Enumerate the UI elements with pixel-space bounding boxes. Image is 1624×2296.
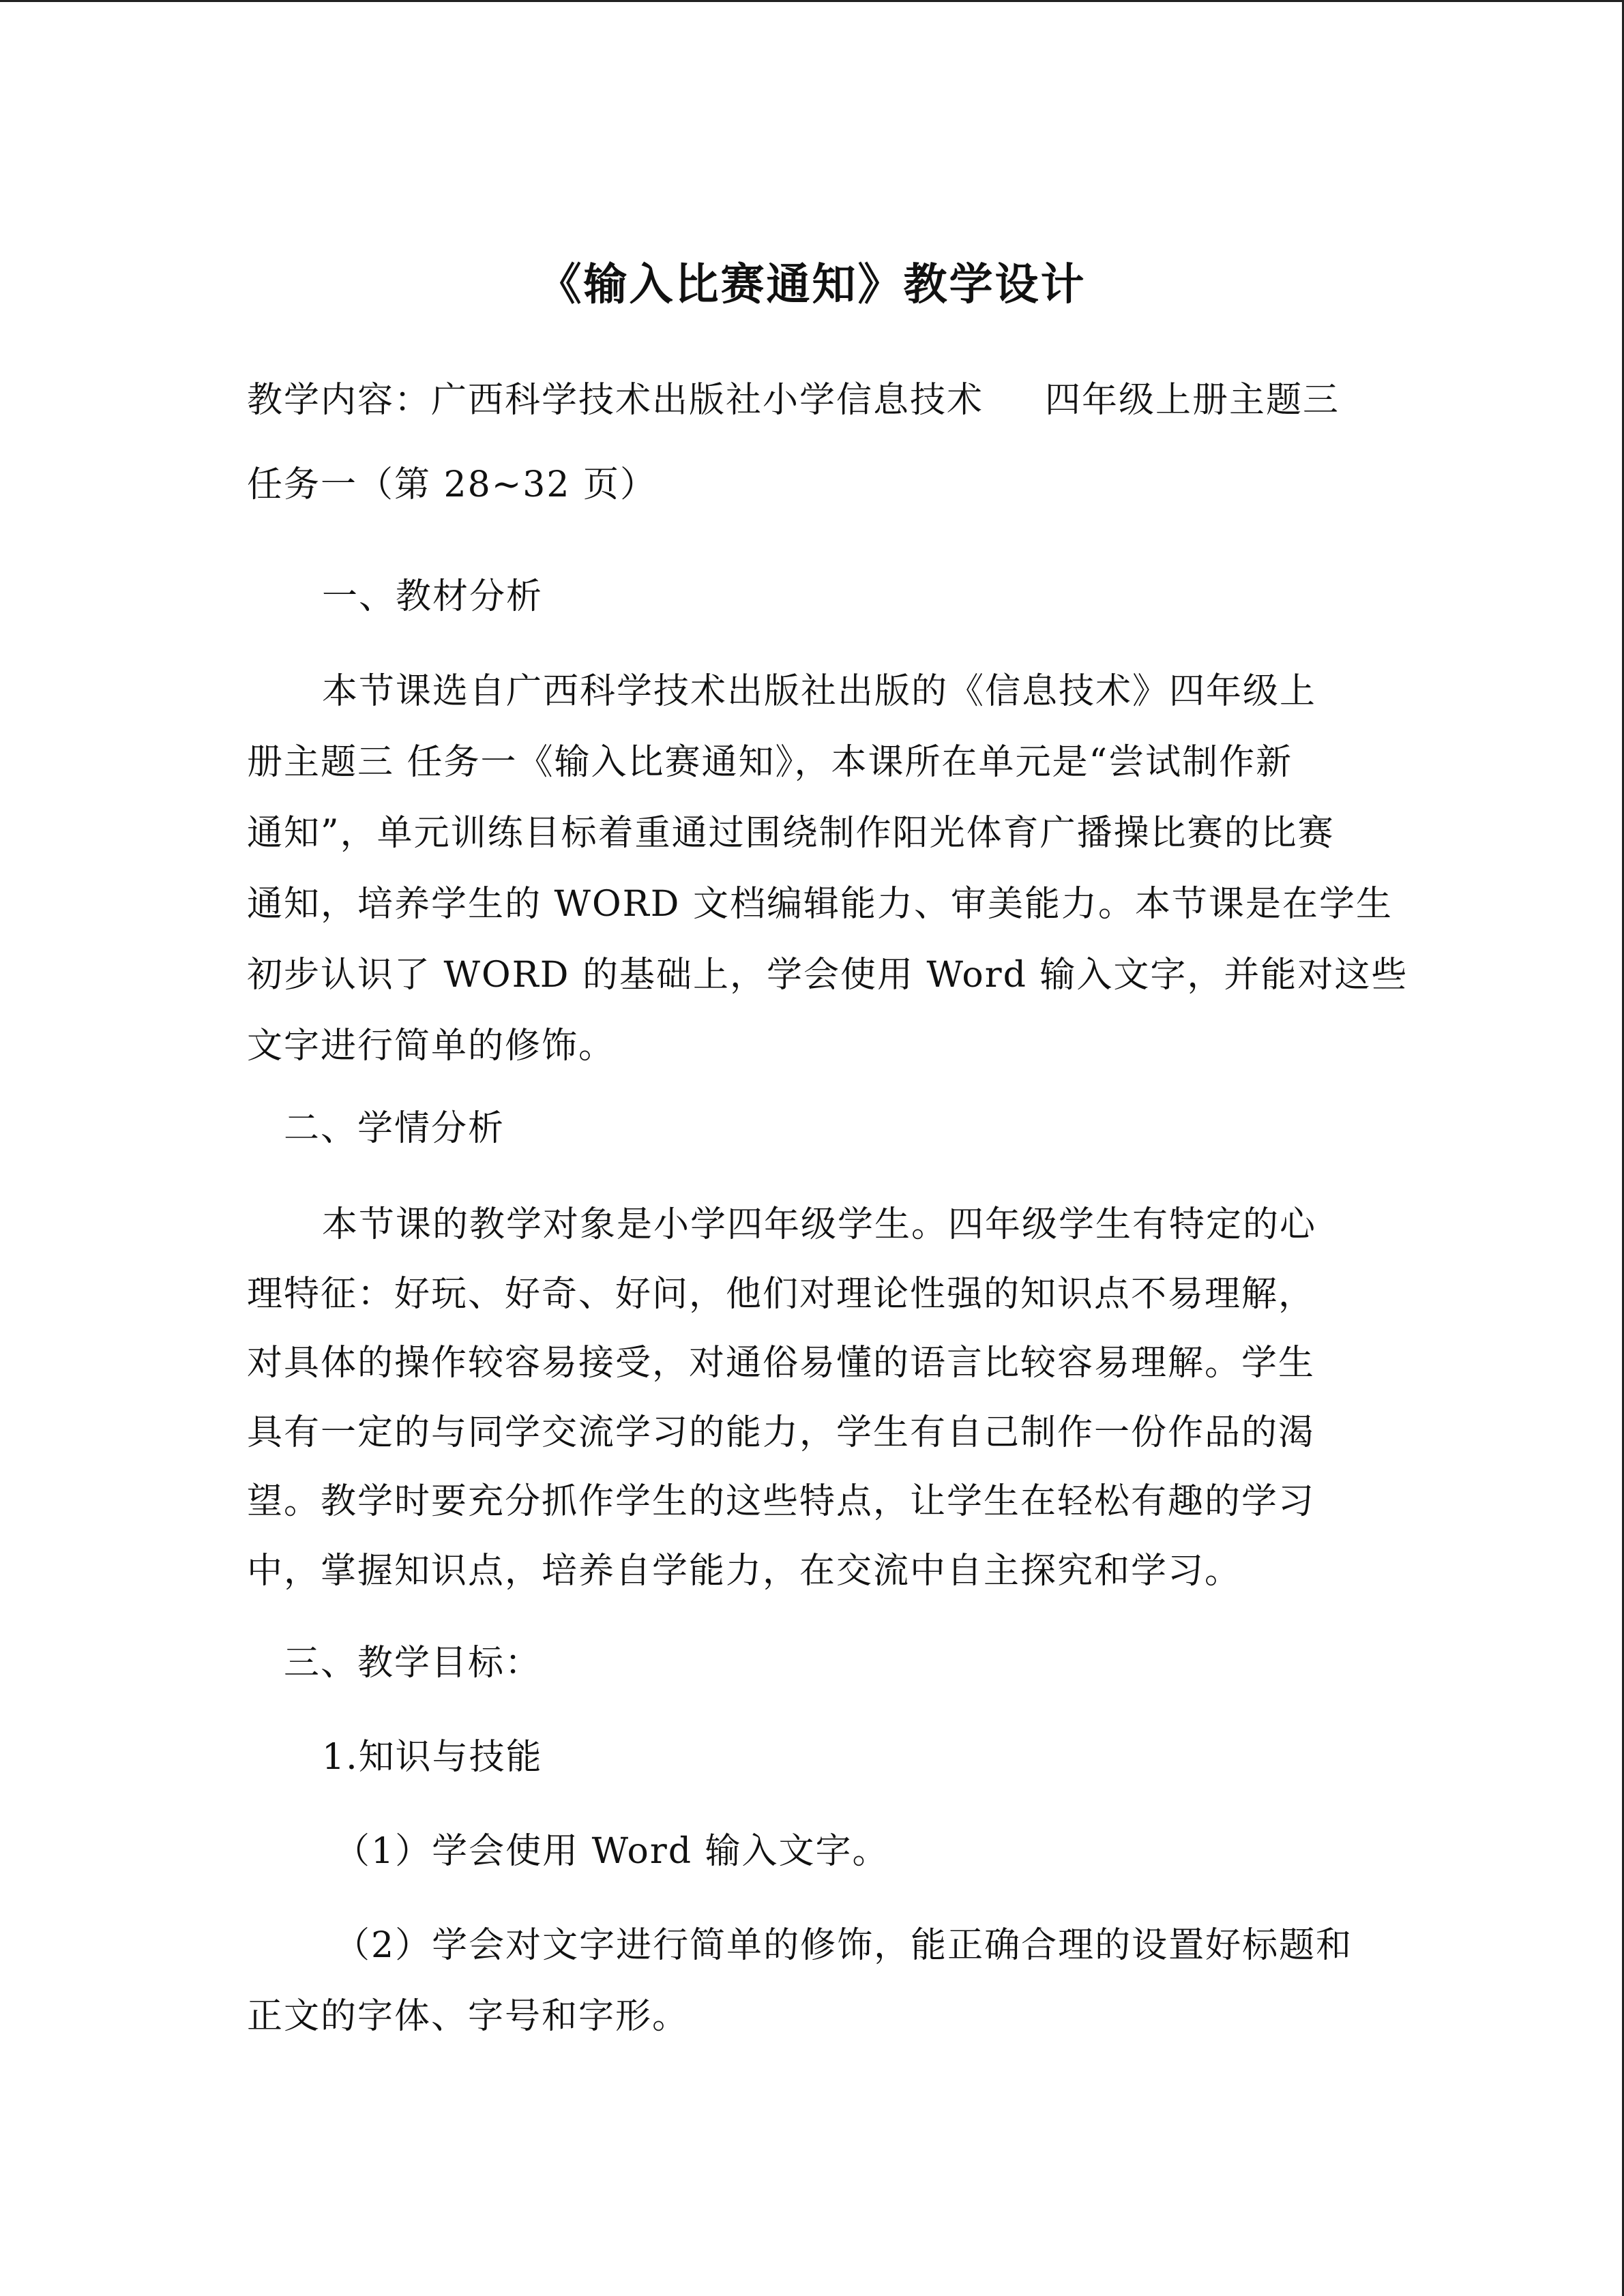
paragraph-line: 通知”，单元训练目标着重通过围绕制作阳光体育广播操比赛的比赛 [247, 813, 1335, 854]
paragraph-line: 本节课的教学对象是小学四年级学生。四年级学生有特定的心 [322, 1204, 1317, 1245]
subsection-heading: 1.知识与技能 [322, 1737, 543, 1778]
paragraph-line: 初步认识了 WORD 的基础上，学会使用 Word 输入文字，并能对这些 [247, 955, 1408, 996]
content-line-1 [247, 376, 1383, 425]
paragraph-line: 文字进行简单的修饰。 [247, 1026, 616, 1067]
list-item: （2）学会对文字进行简单的修饰，能正确合理的设置好标题和 [334, 1925, 1353, 1966]
content-text-b: 四年级上册主题三 [1045, 380, 1340, 421]
content-text-a: 教学内容：广西科学技术出版社小学信息技术 [247, 380, 984, 421]
section-heading-1: 一、教材分析 [322, 576, 544, 617]
paragraph-line: 册主题三 任务一《输入比赛通知》，本课所在单元是“尝试制作新 [247, 742, 1293, 783]
document-title: 《输入比赛通知》教学设计 [537, 259, 1087, 310]
paragraph-line: 中，掌握知识点，培养自学能力，在交流中自主探究和学习。 [247, 1551, 1242, 1592]
section-heading-3: 三、教学目标： [284, 1643, 542, 1684]
paragraph-line: 对具体的操作较容易接受，对通俗易懂的语言比较容易理解。学生 [247, 1343, 1316, 1384]
paragraph-line: 理特征：好玩、好奇、好问，他们对理论性强的知识点不易理解， [247, 1274, 1316, 1315]
paragraph-line: 本节课选自广西科学技术出版社出版的《信息技术》四年级上 [322, 671, 1317, 712]
paragraph-line: 望。教学时要充分抓作学生的这些特点，让学生在轻松有趣的学习 [247, 1481, 1316, 1522]
list-item: （1）学会使用 Word 输入文字。 [334, 1831, 889, 1872]
list-item-continued: 正文的字体、字号和字形。 [247, 1996, 690, 2037]
content-line-2: 任务一（第 28~32 页） [247, 464, 657, 505]
paragraph-line: 通知，培养学生的 WORD 文档编辑能力、审美能力。本节课是在学生 [247, 884, 1393, 925]
paragraph-line: 具有一定的与同学交流学习的能力，学生有自己制作一份作品的渴 [247, 1412, 1316, 1453]
section-heading-2: 二、学情分析 [284, 1108, 505, 1149]
